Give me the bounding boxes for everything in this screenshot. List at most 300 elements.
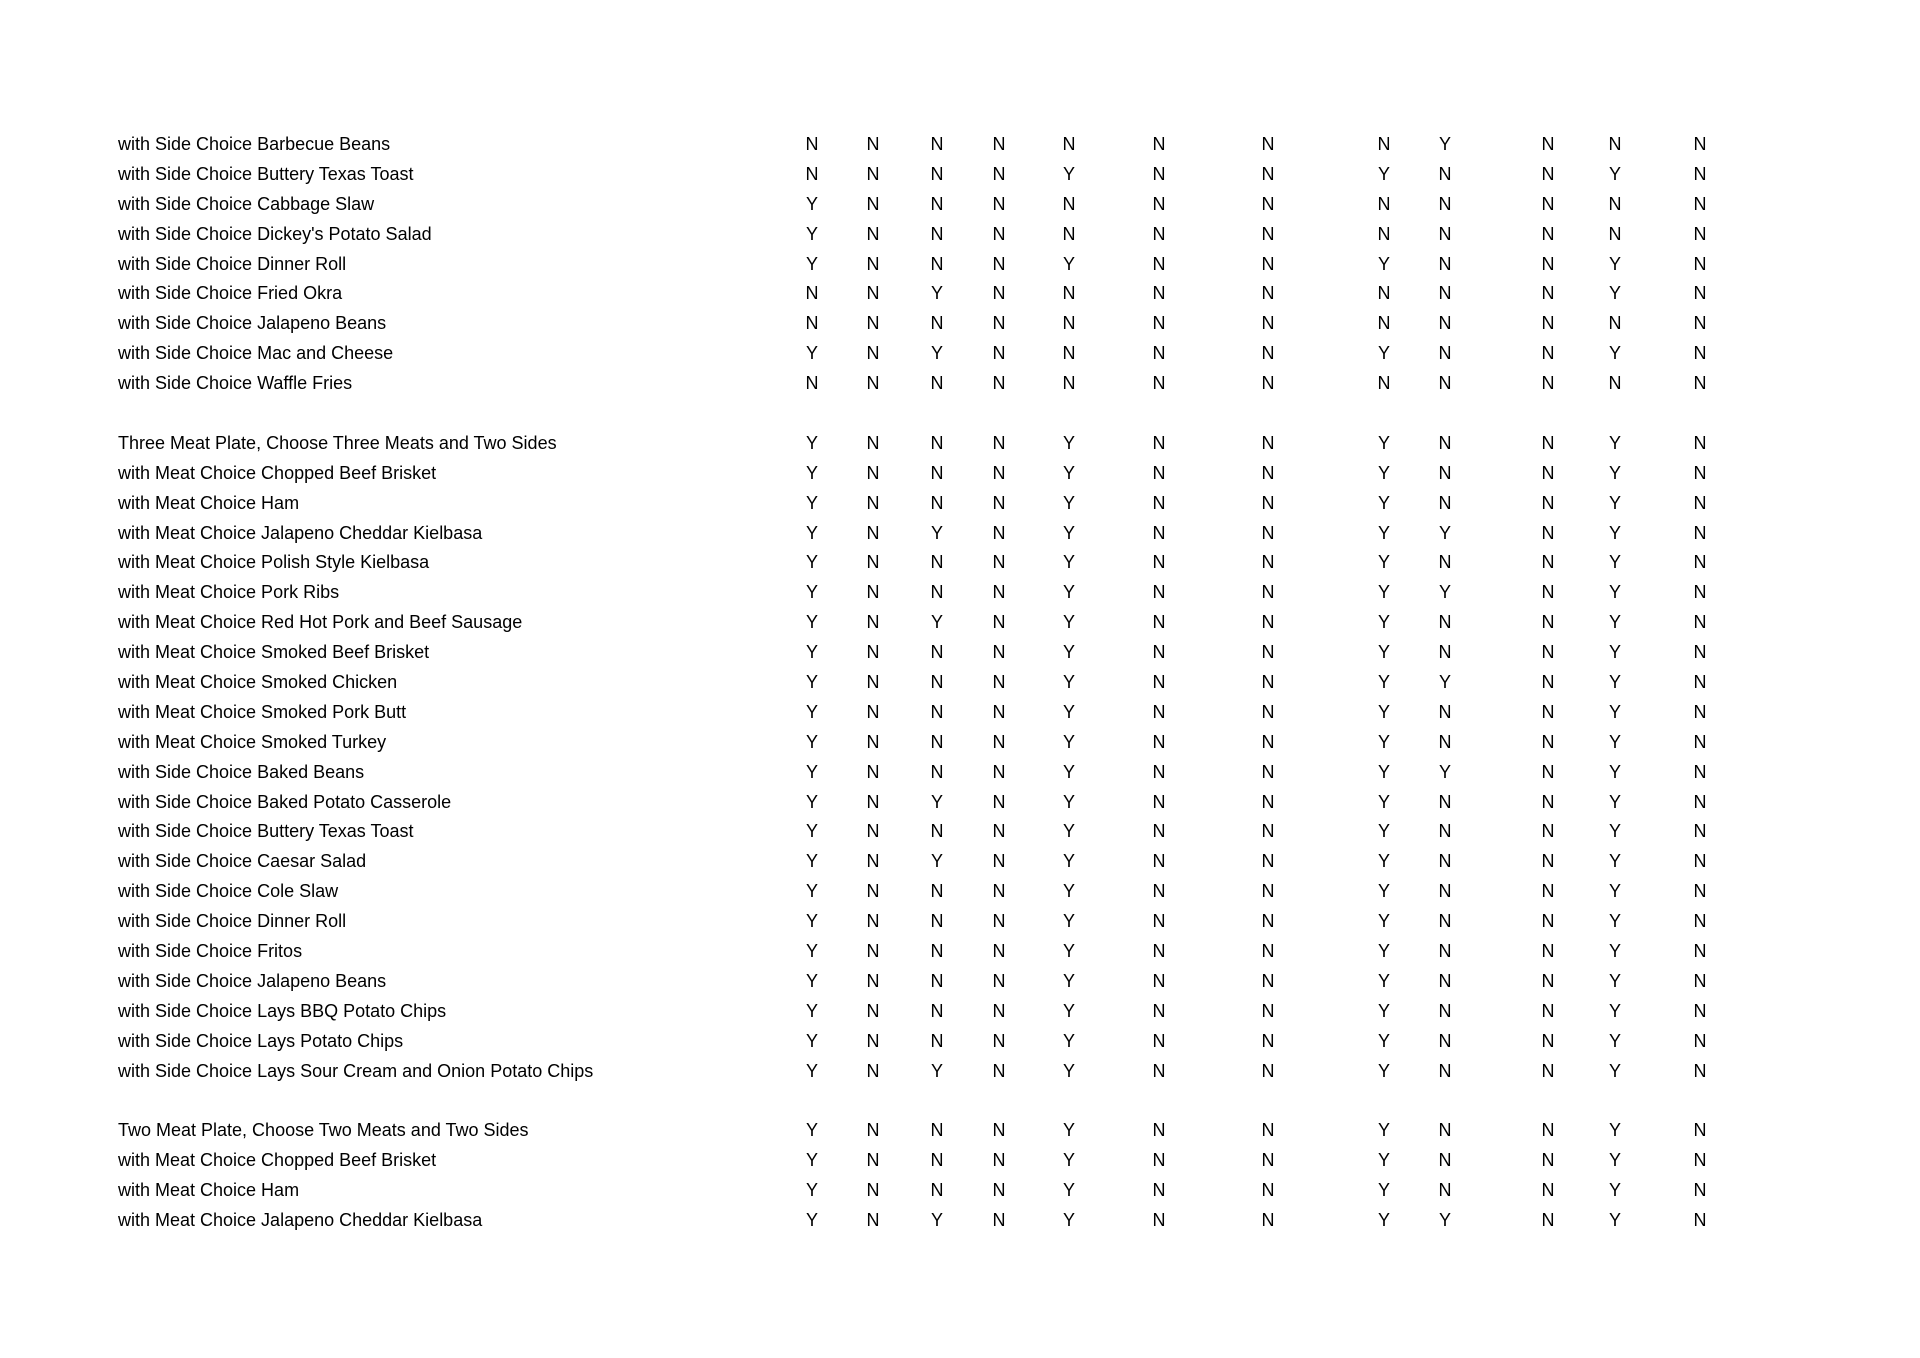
table-row [118, 1176, 1818, 1206]
flag-cell: N [930, 373, 944, 394]
flag-cell: Y [1062, 1000, 1075, 1021]
flag-cell: N [992, 1150, 1006, 1171]
flag-cell: N [1693, 432, 1707, 453]
flag-cell: N [1261, 1030, 1275, 1051]
flag-cell: Y [1608, 612, 1621, 633]
flag-cell: Y [1608, 821, 1621, 842]
flag-cell: N [1261, 552, 1275, 573]
flag-cell: Y [1608, 1210, 1621, 1231]
flag-cell: Y [1608, 1030, 1621, 1051]
flag-cell: Y [1608, 1180, 1621, 1201]
flag-cell: N [1152, 193, 1166, 214]
flag-cell: N [866, 1030, 880, 1051]
flag-cell: N [1062, 313, 1076, 334]
flag-cell: Y [930, 851, 943, 872]
flag-cell: Y [1062, 1030, 1075, 1051]
flag-cell: N [1261, 1120, 1275, 1141]
flag-cell: N [1608, 134, 1622, 154]
flag-cell: N [866, 253, 880, 274]
table-row [118, 967, 1818, 997]
table-row [118, 698, 1818, 728]
flag-cell: N [866, 313, 880, 334]
flag-cell: N [930, 193, 944, 214]
flag-cell: N [1438, 1120, 1452, 1141]
flag-cell: N [992, 432, 1006, 453]
flag-cell: N [930, 134, 944, 154]
table-row [118, 250, 1818, 280]
flag-cell: N [1541, 701, 1555, 722]
flag-cell: N [1152, 253, 1166, 274]
flag-cell: N [866, 582, 880, 603]
flag-cell: Y [1377, 761, 1390, 782]
flag-cell: Y [1062, 1150, 1075, 1171]
flag-cell: N [1693, 462, 1707, 483]
flag-cell: N [1541, 881, 1555, 902]
flag-cell: N [1608, 193, 1622, 214]
flag-cell: N [1152, 313, 1166, 334]
table-row [118, 1057, 1818, 1087]
flag-cell: N [866, 701, 880, 722]
flag-cell: N [1152, 851, 1166, 872]
flag-cell: Y [805, 552, 818, 573]
flag-cell: N [930, 941, 944, 962]
section-spacer [118, 399, 1818, 429]
flag-cell: Y [1608, 701, 1621, 722]
flag-cell: N [1438, 193, 1452, 214]
flag-cell: Y [1062, 970, 1075, 991]
flag-cell: N [1377, 193, 1391, 214]
flag-cell: N [1438, 612, 1452, 633]
flag-cell: N [866, 642, 880, 663]
table-row [118, 907, 1818, 937]
table-row [118, 847, 1818, 877]
flag-cell: Y [1062, 582, 1075, 603]
flag-cell: N [1152, 163, 1166, 184]
flag-cell: N [1541, 582, 1555, 603]
flag-cell: Y [805, 582, 818, 603]
flag-cell: N [1693, 313, 1707, 334]
flag-cell: N [1541, 911, 1555, 932]
flag-cell: N [1693, 373, 1707, 394]
flag-cell: N [1541, 223, 1555, 244]
flag-cell: N [866, 552, 880, 573]
flag-cell: N [1152, 492, 1166, 513]
flag-cell: Y [1377, 1150, 1390, 1171]
flag-cell: N [1693, 1000, 1707, 1021]
flag-cell: N [992, 552, 1006, 573]
menu-item-label: with Meat Choice Smoked Pork Butt [118, 701, 407, 722]
flag-cell: N [866, 612, 880, 633]
flag-cell: N [992, 582, 1006, 603]
flag-cell: N [1438, 223, 1452, 244]
flag-cell: N [1377, 313, 1391, 334]
flag-cell: N [992, 911, 1006, 932]
flag-cell: N [992, 343, 1006, 364]
flag-cell: Y [1377, 881, 1390, 902]
flag-cell: Y [1377, 1060, 1390, 1081]
flag-cell: N [1541, 552, 1555, 573]
flag-cell: N [1377, 283, 1391, 304]
flag-cell: Y [1608, 881, 1621, 902]
flag-cell: N [1261, 1000, 1275, 1021]
menu-item-label: with Meat Choice Smoked Beef Brisket [118, 642, 430, 663]
flag-cell: N [992, 283, 1006, 304]
flag-cell: N [1693, 522, 1707, 543]
menu-item-label: with Meat Choice Jalapeno Cheddar Kielbasa [118, 1210, 483, 1231]
flag-cell: Y [1608, 851, 1621, 872]
flag-cell: N [992, 701, 1006, 722]
flag-cell: Y [1062, 492, 1075, 513]
flag-cell: N [866, 672, 880, 693]
menu-item-label: Three Meat Plate, Choose Three Meats and Two Sides [118, 432, 557, 453]
flag-cell: N [1152, 373, 1166, 394]
flag-cell: N [1541, 1000, 1555, 1021]
flag-cell: Y [1377, 1000, 1390, 1021]
flag-cell: Y [1377, 343, 1390, 364]
flag-cell: N [930, 672, 944, 693]
table-row [118, 578, 1818, 608]
flag-cell: Y [805, 701, 818, 722]
flag-cell: Y [805, 1180, 818, 1201]
flag-cell: N [1261, 612, 1275, 633]
flag-cell: Y [1377, 791, 1390, 812]
flag-cell: N [1261, 701, 1275, 722]
flag-cell: N [992, 134, 1006, 154]
flag-cell: N [1438, 851, 1452, 872]
menu-item-label: with Side Choice Dickey's Potato Salad [118, 223, 432, 244]
flag-cell: N [1438, 313, 1452, 334]
flag-cell: N [1608, 223, 1622, 244]
menu-item-label: with Side Choice Cabbage Slaw [118, 193, 375, 214]
flag-cell: N [1541, 941, 1555, 962]
flag-cell: N [1693, 911, 1707, 932]
flag-cell: N [866, 343, 880, 364]
table-row [118, 429, 1818, 459]
flag-cell: N [1438, 1150, 1452, 1171]
flag-cell: N [1152, 1180, 1166, 1201]
flag-cell: N [866, 941, 880, 962]
flag-cell: Y [1062, 731, 1075, 752]
flag-cell: N [1438, 492, 1452, 513]
flag-cell: N [866, 881, 880, 902]
section-spacer [118, 1087, 1818, 1117]
flag-cell: Y [1608, 343, 1621, 364]
flag-cell: N [1261, 911, 1275, 932]
flag-cell: Y [1608, 582, 1621, 603]
flag-cell: Y [1608, 761, 1621, 782]
flag-cell: N [1541, 432, 1555, 453]
flag-cell: N [866, 1210, 880, 1231]
menu-item-label: with Side Choice Baked Potato Casserole [118, 791, 452, 812]
flag-cell: Y [805, 492, 818, 513]
flag-cell: Y [1438, 582, 1451, 603]
flag-cell: N [1693, 642, 1707, 663]
flag-cell: N [930, 462, 944, 483]
flag-cell: N [805, 163, 819, 184]
flag-cell: N [1152, 1060, 1166, 1081]
flag-cell: N [930, 253, 944, 274]
flag-cell: Y [1377, 911, 1390, 932]
flag-cell: Y [1377, 941, 1390, 962]
flag-cell: N [1438, 701, 1452, 722]
flag-cell: N [1693, 163, 1707, 184]
flag-cell: N [1693, 791, 1707, 812]
flag-cell: Y [1062, 1210, 1075, 1231]
flag-cell: N [1062, 373, 1076, 394]
flag-cell: N [1152, 821, 1166, 842]
flag-cell: Y [1608, 911, 1621, 932]
flag-cell: Y [930, 283, 943, 304]
flag-cell: N [1541, 612, 1555, 633]
menu-item-label: with Side Choice Barbecue Beans [118, 134, 391, 154]
flag-cell: Y [805, 223, 818, 244]
flag-cell: Y [1062, 701, 1075, 722]
menu-item-label: with Meat Choice Ham [118, 492, 300, 513]
flag-cell: N [1438, 283, 1452, 304]
menu-item-label: with Side Choice Waffle Fries [118, 373, 353, 394]
table-row [118, 1146, 1818, 1176]
flag-cell: N [992, 313, 1006, 334]
flag-cell: N [1152, 612, 1166, 633]
menu-item-label: with Side Choice Cole Slaw [118, 881, 339, 902]
flag-cell: Y [930, 1060, 943, 1081]
flag-cell: N [992, 223, 1006, 244]
table-row [118, 309, 1818, 339]
flag-cell: N [1693, 672, 1707, 693]
flag-cell: N [1693, 881, 1707, 902]
flag-cell: Y [805, 253, 818, 274]
flag-cell: N [1541, 462, 1555, 483]
flag-cell: Y [1377, 432, 1390, 453]
flag-cell: N [866, 970, 880, 991]
flag-cell: Y [930, 1210, 943, 1231]
flag-cell: Y [1438, 134, 1451, 154]
flag-cell: N [1062, 283, 1076, 304]
flag-cell: N [1693, 283, 1707, 304]
menu-item-label: with Meat Choice Jalapeno Cheddar Kielbasa [118, 522, 483, 543]
flag-cell: N [1693, 492, 1707, 513]
flag-cell: N [1377, 134, 1391, 154]
flag-cell: N [1261, 163, 1275, 184]
flag-cell: N [1438, 343, 1452, 364]
table-row [118, 937, 1818, 967]
menu-item-label: with Side Choice Lays Sour Cream and Onion Potato Chips [118, 1060, 594, 1081]
flag-cell: N [866, 1000, 880, 1021]
flag-cell: N [1261, 223, 1275, 244]
flag-cell: N [1438, 163, 1452, 184]
flag-cell: N [1693, 1120, 1707, 1141]
flag-cell: Y [805, 1150, 818, 1171]
flag-cell: N [1438, 731, 1452, 752]
table-row [118, 130, 1818, 160]
flag-cell: N [1438, 253, 1452, 274]
flag-cell: N [930, 642, 944, 663]
flag-cell: N [1693, 223, 1707, 244]
flag-cell: Y [1377, 1210, 1390, 1231]
flag-cell: N [1261, 1210, 1275, 1231]
flag-cell: N [992, 970, 1006, 991]
flag-cell: Y [1608, 1150, 1621, 1171]
flag-cell: Y [1062, 911, 1075, 932]
flag-cell: Y [1608, 642, 1621, 663]
flag-cell: N [930, 761, 944, 782]
flag-cell: N [992, 1180, 1006, 1201]
flag-cell: Y [1608, 1060, 1621, 1081]
menu-item-label: with Side Choice Dinner Roll [118, 253, 347, 274]
flag-cell: N [1261, 522, 1275, 543]
flag-cell: N [1261, 253, 1275, 274]
flag-cell: N [1152, 283, 1166, 304]
flag-cell: Y [1062, 1180, 1075, 1201]
flag-cell: N [1693, 552, 1707, 573]
menu-item-label: with Side Choice Jalapeno Beans [118, 970, 387, 991]
flag-cell: Y [1438, 761, 1451, 782]
menu-item-label: with Meat Choice Smoked Turkey [118, 731, 387, 752]
flag-cell: N [1541, 1030, 1555, 1051]
table-row [118, 817, 1818, 847]
flag-cell: Y [1062, 642, 1075, 663]
flag-cell: Y [1377, 851, 1390, 872]
flag-cell: N [1438, 791, 1452, 812]
flag-cell: N [1541, 1060, 1555, 1081]
flag-cell: Y [1377, 642, 1390, 663]
flag-cell: N [992, 1210, 1006, 1231]
flag-cell: N [992, 791, 1006, 812]
flag-cell: N [1693, 1030, 1707, 1051]
flag-cell: N [1261, 1150, 1275, 1171]
flag-cell: N [992, 672, 1006, 693]
flag-cell: Y [805, 1210, 818, 1231]
flag-cell: N [805, 313, 819, 334]
flag-cell: N [930, 492, 944, 513]
flag-cell: N [1152, 432, 1166, 453]
flag-cell: Y [1608, 970, 1621, 991]
flag-cell: N [1438, 941, 1452, 962]
flag-cell: Y [1438, 1210, 1451, 1231]
flag-cell: N [1152, 462, 1166, 483]
flag-cell: N [992, 761, 1006, 782]
flag-cell: N [1438, 373, 1452, 394]
table-row [118, 788, 1818, 818]
flag-cell: Y [1377, 522, 1390, 543]
flag-cell: N [1693, 851, 1707, 872]
flag-cell: Y [805, 642, 818, 663]
flag-cell: N [1541, 970, 1555, 991]
table-row [118, 489, 1818, 519]
flag-cell: N [1438, 1060, 1452, 1081]
flag-cell: N [1261, 462, 1275, 483]
flag-cell: N [1541, 1150, 1555, 1171]
flag-cell: N [1377, 373, 1391, 394]
flag-cell: N [1261, 821, 1275, 842]
flag-cell: Y [1062, 253, 1075, 274]
flag-cell: Y [1608, 253, 1621, 274]
flag-cell: N [1438, 432, 1452, 453]
flag-cell: N [1438, 642, 1452, 663]
menu-item-label: with Meat Choice Red Hot Pork and Beef Sausage [118, 612, 523, 633]
table-row [118, 668, 1818, 698]
table-row [118, 190, 1818, 220]
flag-cell: N [1693, 1210, 1707, 1231]
flag-cell: N [1261, 642, 1275, 663]
flag-cell: Y [805, 522, 818, 543]
flag-cell: N [1438, 462, 1452, 483]
flag-cell: N [1693, 134, 1707, 154]
flag-cell: N [930, 911, 944, 932]
flag-cell: Y [1608, 432, 1621, 453]
flag-cell: Y [1377, 612, 1390, 633]
flag-cell: N [930, 552, 944, 573]
flag-cell: N [1152, 941, 1166, 962]
flag-cell: N [1152, 1030, 1166, 1051]
flag-cell: N [1152, 672, 1166, 693]
flag-cell: Y [1608, 522, 1621, 543]
table-row [118, 728, 1818, 758]
flag-cell: N [1693, 970, 1707, 991]
flag-cell: N [1541, 1120, 1555, 1141]
flag-cell: N [866, 821, 880, 842]
flag-cell: N [866, 911, 880, 932]
flag-cell: N [992, 1000, 1006, 1021]
table-row [118, 339, 1818, 369]
flag-cell: Y [805, 1030, 818, 1051]
flag-cell: N [1541, 1180, 1555, 1201]
flag-cell: Y [1438, 522, 1451, 543]
menu-item-label: with Meat Choice Polish Style Kielbasa [118, 552, 430, 573]
flag-cell: N [1152, 701, 1166, 722]
allergen-table [118, 130, 1818, 1236]
flag-cell: N [930, 970, 944, 991]
flag-cell: N [992, 253, 1006, 274]
flag-cell: N [1152, 1120, 1166, 1141]
flag-cell: N [992, 492, 1006, 513]
flag-cell: Y [805, 761, 818, 782]
flag-cell: N [1541, 373, 1555, 394]
flag-cell: N [1062, 134, 1076, 154]
flag-cell: Y [1377, 253, 1390, 274]
flag-cell: N [930, 1150, 944, 1171]
flag-cell: N [866, 193, 880, 214]
flag-cell: N [866, 522, 880, 543]
flag-cell: N [805, 134, 819, 154]
flag-cell: N [1152, 911, 1166, 932]
flag-cell: Y [930, 522, 943, 543]
flag-cell: N [1438, 1030, 1452, 1051]
flag-cell: N [1152, 582, 1166, 603]
flag-cell: N [1541, 821, 1555, 842]
flag-cell: Y [1608, 1120, 1621, 1141]
flag-cell: N [1541, 283, 1555, 304]
flag-cell: N [1261, 373, 1275, 394]
flag-cell: N [992, 193, 1006, 214]
flag-cell: Y [805, 791, 818, 812]
flag-cell: N [992, 1030, 1006, 1051]
flag-cell: N [992, 522, 1006, 543]
flag-cell: N [1261, 582, 1275, 603]
flag-cell: Y [1608, 731, 1621, 752]
flag-cell: N [1438, 1000, 1452, 1021]
flag-cell: N [930, 1180, 944, 1201]
flag-cell: Y [1608, 462, 1621, 483]
flag-cell: N [866, 761, 880, 782]
flag-cell: N [1541, 1210, 1555, 1231]
flag-cell: N [1152, 343, 1166, 364]
flag-cell: Y [1062, 941, 1075, 962]
flag-cell: N [866, 462, 880, 483]
table-row [118, 519, 1818, 549]
flag-cell: N [930, 731, 944, 752]
flag-cell: N [992, 1060, 1006, 1081]
